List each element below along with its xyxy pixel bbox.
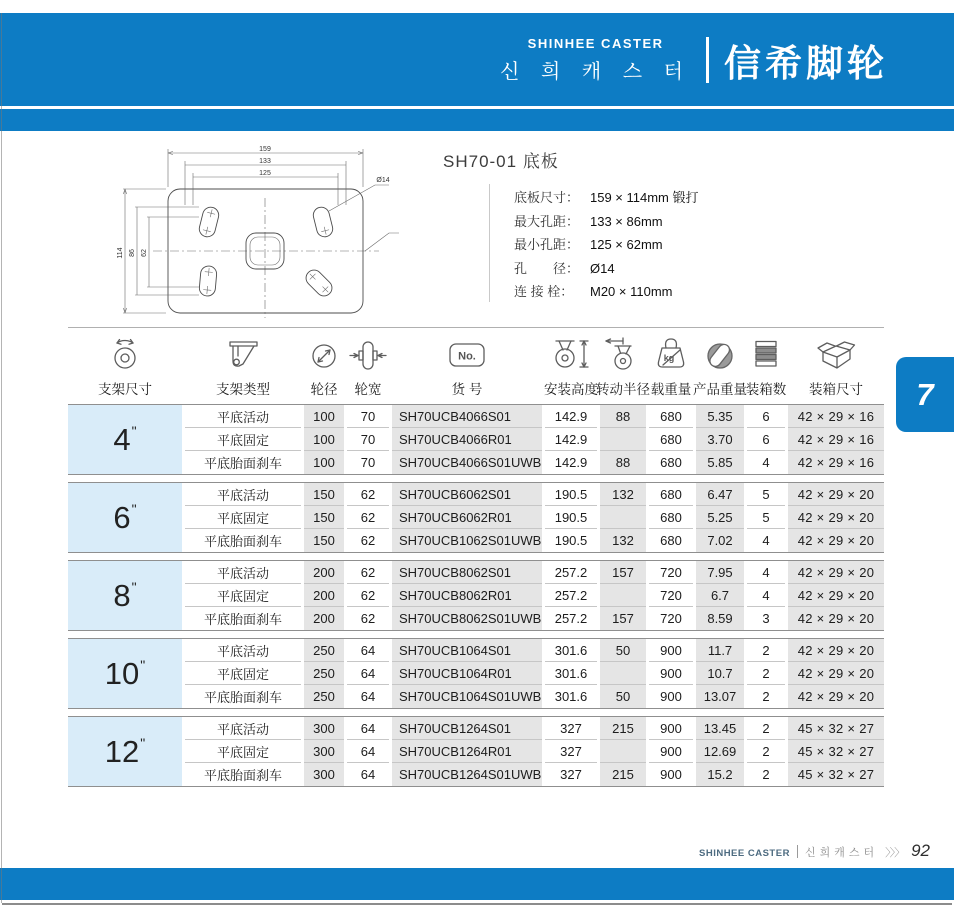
col-header-label: 转动半径: [596, 382, 650, 397]
swivel-caster-icon: [105, 335, 145, 375]
frame-size-cell: [68, 561, 182, 630]
cell-type: 平底固定: [185, 740, 301, 763]
wheel-width-icon: [348, 335, 388, 375]
inch-mark: ": [140, 656, 146, 673]
spec-value: 159 × 114mm 锻打: [590, 190, 699, 205]
cell-wheel-width: 64: [347, 717, 389, 740]
footer-divider: [797, 845, 798, 858]
cell-carton-size: 42 × 29 × 20: [788, 685, 884, 708]
cell-type: 平底活动: [185, 561, 301, 584]
cell-load-capacity: 680: [660, 455, 682, 470]
col-header-mount-height: [545, 335, 597, 398]
turning-radius-icon: [603, 335, 643, 375]
cell-wheel-width: 70: [347, 405, 389, 428]
cell-carton-size: 42 × 29 × 20: [788, 483, 884, 506]
cell-part-no: SH70UCB8062S01UWB: [392, 607, 542, 630]
cell-load-capacity: 680: [649, 506, 693, 529]
cell-wheel-diameter: 100: [304, 428, 344, 451]
page-footer: [699, 841, 930, 861]
cell-carton-qty: 6: [747, 405, 785, 428]
frame-size-value: 10: [104, 655, 140, 691]
col-header-frame-type: [185, 335, 301, 398]
cell-load-capacity: 900: [649, 639, 693, 662]
cell-wheel-diameter: 250: [304, 685, 344, 708]
cell-carton-qty: 2: [762, 767, 770, 782]
cell-product-weight: 7.95: [696, 561, 744, 584]
cell-mount-height: 257.2: [545, 584, 597, 607]
cell-part-no: SH70UCB1064S01: [392, 639, 542, 662]
cell-turn-radius: 88: [600, 451, 646, 474]
cell-part-no: SH70UCB8062S01: [392, 561, 542, 584]
spec-label: 连 接 栓：: [514, 284, 574, 299]
cell-carton-size: 42 × 29 × 20: [788, 584, 884, 607]
inch-mark: ": [131, 500, 137, 517]
frame-size-cell: [68, 639, 182, 708]
cell-wheel-diameter: 200: [304, 607, 344, 630]
cell-mount-height: 257.2: [545, 561, 597, 584]
col-header-product-weight: [693, 335, 747, 398]
brand-logo-enkr: [500, 36, 691, 84]
spec-value: M20 × 110mm: [590, 284, 673, 299]
size-group-4in: [68, 404, 884, 475]
cell-product-weight: 3.70: [696, 428, 744, 451]
header-strip: [0, 109, 954, 131]
cell-carton-qty: 2: [747, 662, 785, 685]
cell-carton-size: 42 × 29 × 20: [788, 639, 884, 662]
cell-mount-height: 327: [560, 767, 582, 782]
cell-part-no: SH70UCB4066R01: [392, 428, 542, 451]
cell-mount-height: 327: [545, 740, 597, 763]
cell-product-weight: 5.85: [696, 451, 744, 474]
cell-part-no: SH70UCB1064S01UWB: [392, 685, 542, 708]
frame-size-value: 8: [113, 577, 131, 613]
cell-wheel-diameter: 300: [304, 717, 344, 740]
dim-height: 114: [117, 247, 124, 259]
col-header-part-number: [392, 335, 542, 398]
spec-label: 底板尺寸：: [514, 190, 580, 205]
footer-brand-korean: 신희캐스터: [804, 847, 879, 859]
col-header-label: 轮径: [310, 382, 338, 397]
cell-mount-height: 327: [545, 717, 597, 740]
spec-row: [514, 186, 699, 210]
cell-type: 平底活动: [185, 639, 301, 662]
inch-mark: ": [131, 422, 137, 439]
chapter-tab[interactable]: [896, 357, 954, 432]
cell-turn-radius: 157: [600, 561, 646, 584]
spec-divider: [489, 184, 490, 302]
cell-wheel-width: 62: [360, 533, 376, 548]
page-edge-bottom: [2, 903, 952, 905]
cell-load-capacity: 900: [649, 717, 693, 740]
bracket-icon: [223, 335, 263, 375]
cell-wheel-diameter: 150: [304, 506, 344, 529]
cell-carton-size: 45 × 32 × 27: [788, 717, 884, 740]
col-header-label: 载重量: [650, 382, 692, 397]
cell-mount-height: 142.9: [554, 455, 588, 470]
footer-band: [0, 868, 954, 900]
dim-hole-min-h: 62: [141, 249, 148, 257]
cell-turn-radius: 132: [600, 529, 646, 552]
cell-type: 平底胎面刹车: [203, 690, 282, 705]
cell-turn-radius: 215: [600, 717, 646, 740]
cell-wheel-width: 64: [360, 689, 376, 704]
size-group-8in: [68, 560, 884, 631]
col-header-label: 轮宽: [354, 382, 382, 397]
frame-size-value: 4: [113, 421, 131, 457]
cell-mount-height: 257.2: [554, 611, 588, 626]
cell-load-capacity: 900: [660, 689, 682, 704]
cell-product-weight: 6.7: [696, 584, 744, 607]
frame-size-value: 12: [104, 733, 140, 769]
cell-turn-radius: [600, 584, 646, 607]
product-spec-table: [68, 327, 884, 794]
dim-width: 159: [259, 146, 271, 153]
cell-type: 平底胎面刹车: [203, 534, 282, 549]
spec-value: 125 × 62mm: [590, 237, 663, 252]
cell-wheel-diameter: 150: [304, 529, 344, 552]
cell-type: 平底胎面刹车: [203, 612, 282, 627]
cell-wheel-width: 64: [347, 740, 389, 763]
cell-carton-qty: 4: [762, 455, 770, 470]
cell-part-no: SH70UCB4066S01UWB: [392, 451, 542, 474]
cell-carton-size: 42 × 29 × 16: [788, 451, 884, 474]
cell-part-no: SH70UCB4066S01: [392, 405, 542, 428]
col-header-label: 支架类型: [216, 382, 270, 397]
cell-part-no: SH70UCB1264S01UWB: [392, 763, 542, 786]
cell-carton-qty: 4: [747, 584, 785, 607]
wheel-diameter-icon: [304, 335, 344, 375]
spec-label: 孔 径：: [514, 260, 580, 276]
cell-product-weight: 8.59: [696, 607, 744, 630]
cell-carton-qty: 3: [762, 611, 770, 626]
mounting-height-icon: [551, 335, 591, 375]
cell-wheel-width: 70: [360, 455, 376, 470]
spec-label: 最大孔距：: [514, 213, 580, 229]
size-group-10in: [68, 638, 884, 709]
carton-size-icon: [816, 335, 856, 375]
col-header-label: 安装高度: [544, 382, 598, 397]
cell-carton-qty: 4: [762, 533, 770, 548]
col-header-label: 产品重量: [693, 382, 747, 397]
size-group-6in: [68, 482, 884, 553]
cell-wheel-width: 70: [347, 428, 389, 451]
dim-hole-min-w: 125: [259, 170, 271, 177]
cell-carton-size: 42 × 29 × 20: [788, 662, 884, 685]
cell-wheel-diameter: 200: [304, 584, 344, 607]
cell-wheel-diameter: 250: [304, 639, 344, 662]
cell-carton-qty: 2: [747, 717, 785, 740]
inch-mark: ": [140, 734, 146, 751]
cell-load-capacity: 680: [660, 533, 682, 548]
frame-size-cell: [68, 405, 182, 474]
hole-diameter-note: Ø14: [376, 177, 390, 184]
cell-load-capacity: 680: [649, 428, 693, 451]
spec-value: 133 × 86mm: [590, 213, 663, 229]
col-header-label: 货 号: [451, 382, 483, 397]
size-group-12in: [68, 716, 884, 787]
spec-row: [514, 210, 699, 234]
cell-type: 平底活动: [185, 717, 301, 740]
cell-product-weight: 11.7: [696, 639, 744, 662]
col-header-wheel-diameter: [304, 335, 344, 398]
spec-row: [514, 280, 699, 304]
cell-product-weight: 12.69: [696, 740, 744, 763]
cell-turn-radius: [600, 428, 646, 451]
cell-type: 平底固定: [185, 662, 301, 685]
cell-wheel-width: 62: [347, 483, 389, 506]
cell-product-weight: 13.45: [696, 717, 744, 740]
cell-wheel-width: 64: [347, 639, 389, 662]
inch-mark: ": [131, 578, 137, 595]
cell-load-capacity: 900: [660, 767, 682, 782]
spec-row: [514, 233, 699, 257]
cell-mount-height: 190.5: [545, 483, 597, 506]
page-title: SH70-01 底板: [443, 152, 559, 171]
col-header-label: 装箱数: [745, 382, 787, 397]
brand-name-korean: 신 희 캐 스 터: [500, 60, 691, 83]
cell-wheel-diameter: 100: [304, 405, 344, 428]
logo-divider: [706, 37, 709, 83]
brand-name-english: SHINHEE CASTER: [527, 35, 664, 51]
cell-carton-qty: 4: [747, 561, 785, 584]
col-header-label: 装箱尺寸: [809, 382, 863, 397]
cell-part-no: SH70UCB6062S01: [392, 483, 542, 506]
cell-carton-qty: 2: [747, 740, 785, 763]
cell-wheel-width: 62: [347, 561, 389, 584]
cell-mount-height: 301.6: [554, 689, 588, 704]
frame-size-cell: [68, 717, 182, 786]
cell-carton-size: 42 × 29 × 20: [788, 561, 884, 584]
cell-turn-radius: 215: [600, 763, 646, 786]
cell-type: 平底胎面刹车: [203, 768, 282, 783]
svg-text:No.: No.: [458, 350, 476, 363]
cell-wheel-diameter: 150: [304, 483, 344, 506]
cell-carton-qty: 5: [747, 483, 785, 506]
cell-carton-size: 42 × 29 × 20: [788, 529, 884, 552]
cell-mount-height: 190.5: [545, 506, 597, 529]
cell-turn-radius: [600, 740, 646, 763]
cell-mount-height: 301.6: [545, 639, 597, 662]
cell-wheel-width: 62: [347, 506, 389, 529]
cell-part-no: SH70UCB1064R01: [392, 662, 542, 685]
cell-load-capacity: 720: [649, 561, 693, 584]
col-header-turn-radius: [596, 335, 650, 398]
cell-product-weight: 5.35: [696, 405, 744, 428]
cell-carton-qty: 5: [747, 506, 785, 529]
cell-part-no: SH70UCB1062S01UWB: [392, 529, 542, 552]
carton-quantity-icon: [746, 335, 786, 375]
dim-hole-max-h: 86: [129, 249, 136, 257]
cell-load-capacity: 900: [649, 740, 693, 763]
part-number-icon: [447, 335, 487, 375]
cell-carton-size: 42 × 29 × 16: [788, 405, 884, 428]
cell-wheel-diameter: 200: [304, 561, 344, 584]
dim-hole-max-w: 133: [259, 158, 271, 165]
cell-carton-size: 45 × 32 × 27: [788, 763, 884, 786]
cell-turn-radius: 88: [600, 405, 646, 428]
cell-carton-size: 45 × 32 × 27: [788, 740, 884, 763]
col-header-wheel-width: [347, 335, 389, 398]
load-capacity-icon: [651, 335, 691, 375]
cell-carton-size: 42 × 29 × 20: [788, 506, 884, 529]
cell-product-weight: 15.2: [696, 763, 744, 786]
cell-turn-radius: 157: [600, 607, 646, 630]
frame-size-value: 6: [113, 499, 131, 535]
cell-wheel-width: 64: [360, 767, 376, 782]
spec-row: [514, 257, 699, 281]
frame-size-cell: [68, 483, 182, 552]
col-header-carton-size: [788, 335, 884, 398]
cell-part-no: SH70UCB6062R01: [392, 506, 542, 529]
cell-wheel-width: 62: [360, 611, 376, 626]
cell-wheel-diameter: 100: [304, 451, 344, 474]
cell-product-weight: 7.02: [696, 529, 744, 552]
cell-wheel-width: 62: [347, 584, 389, 607]
cell-turn-radius: 50: [600, 685, 646, 708]
cell-product-weight: 6.47: [696, 483, 744, 506]
cell-mount-height: 301.6: [545, 662, 597, 685]
product-weight-icon: [700, 335, 740, 375]
cell-wheel-width: 64: [347, 662, 389, 685]
cell-part-no: SH70UCB8062R01: [392, 584, 542, 607]
table-header-row: [68, 327, 884, 404]
brand-name-chinese: 信希脚轮: [724, 42, 888, 84]
cell-turn-radius: [600, 662, 646, 685]
table-body: [68, 404, 884, 787]
chapter-tab-number: 7: [916, 376, 934, 412]
page-number: 92: [911, 841, 930, 860]
brand-logo: [500, 13, 888, 106]
cell-turn-radius: 132: [600, 483, 646, 506]
footer-brand-english: SHINHEE CASTER: [699, 848, 790, 859]
col-header-carton-qty: [747, 335, 785, 398]
cell-carton-qty: 6: [747, 428, 785, 451]
cell-type: 平底活动: [185, 483, 301, 506]
col-header-label: 支架尺寸: [98, 382, 152, 397]
cell-carton-size: 42 × 29 × 20: [788, 607, 884, 630]
cell-wheel-diameter: 250: [304, 662, 344, 685]
cell-wheel-diameter: 300: [304, 763, 344, 786]
spec-value: Ø14: [590, 260, 615, 276]
cell-part-no: SH70UCB1264R01: [392, 740, 542, 763]
cell-carton-size: 42 × 29 × 16: [788, 428, 884, 451]
svg-text:kg: kg: [663, 353, 675, 363]
cell-carton-qty: 2: [762, 689, 770, 704]
cell-turn-radius: 50: [600, 639, 646, 662]
cell-turn-radius: [600, 506, 646, 529]
page-edge-left: [1, 13, 2, 903]
cell-carton-qty: 2: [747, 639, 785, 662]
cell-type: 平底固定: [185, 428, 301, 451]
cell-load-capacity: 680: [649, 483, 693, 506]
cell-type: 平底固定: [185, 506, 301, 529]
spec-list: [514, 186, 699, 304]
col-header-frame-size: [68, 335, 182, 398]
cell-type: 平底活动: [185, 405, 301, 428]
cell-mount-height: 190.5: [554, 533, 588, 548]
plate-drawing-svg: [113, 141, 433, 321]
cell-load-capacity: 720: [649, 584, 693, 607]
cell-type: 平底胎面刹车: [203, 456, 282, 471]
cell-product-weight: 10.7: [696, 662, 744, 685]
cell-load-capacity: 680: [649, 405, 693, 428]
cell-type: 平底固定: [185, 584, 301, 607]
cell-load-capacity: 720: [660, 611, 682, 626]
cell-part-no: SH70UCB1264S01: [392, 717, 542, 740]
cell-product-weight: 5.25: [696, 506, 744, 529]
base-plate-technical-drawing: [113, 141, 433, 321]
cell-load-capacity: 900: [649, 662, 693, 685]
cell-wheel-diameter: 300: [304, 740, 344, 763]
cell-mount-height: 142.9: [545, 405, 597, 428]
cell-product-weight: 13.07: [696, 685, 744, 708]
footer-arrows-icon: 〉〉〉: [885, 847, 905, 859]
cell-mount-height: 142.9: [545, 428, 597, 451]
spec-label: 最小孔距：: [514, 237, 580, 252]
col-header-load-capacity: [649, 335, 693, 398]
